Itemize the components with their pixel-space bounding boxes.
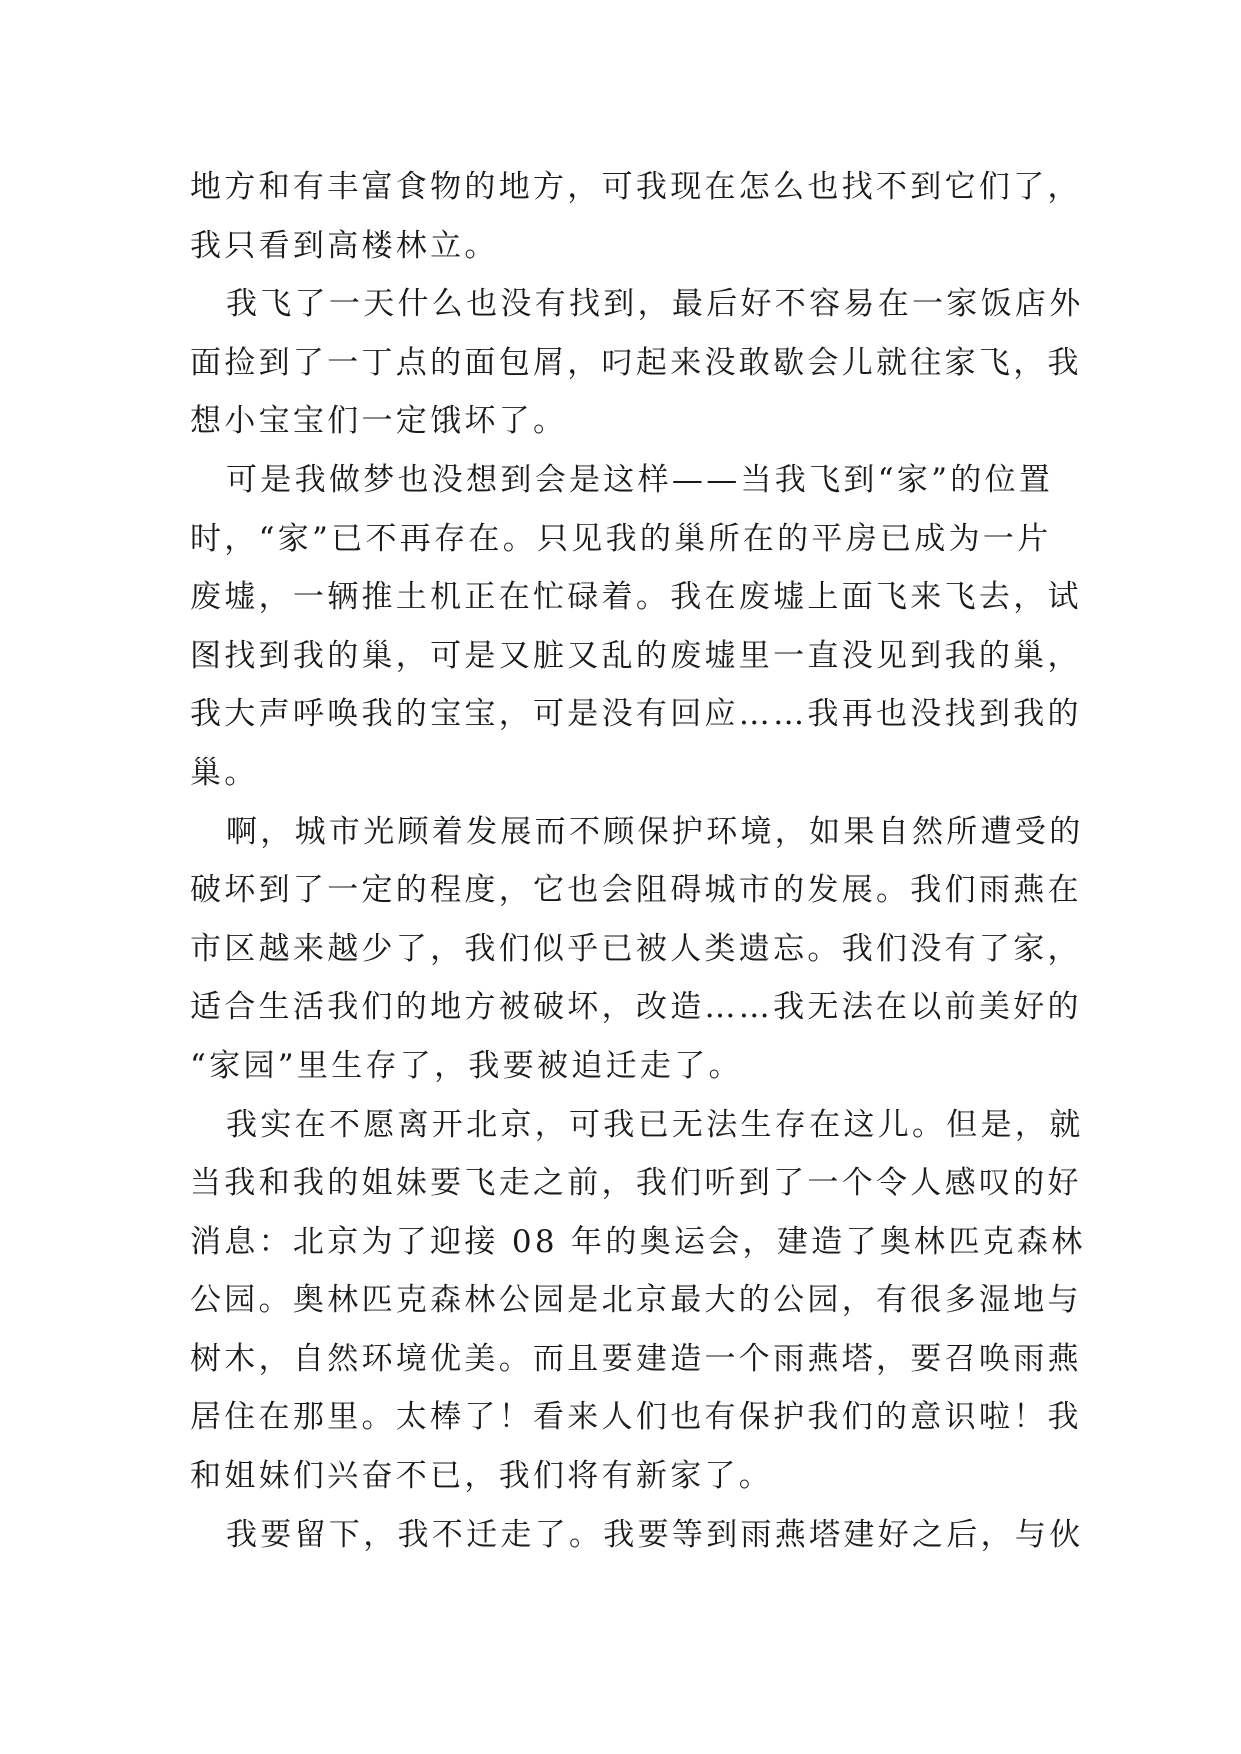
paragraph-first-line: 我实在不愿离开北京，可我已无法生存在这儿。但是，就 xyxy=(226,1106,1084,1143)
text-line: 想小宝宝们一定饿坏了。 xyxy=(190,403,568,440)
text-line: 我大声呼唤我的宝宝，可是没有回应……我再也没找到我的 xyxy=(190,696,1082,733)
document-body xyxy=(190,158,1086,1564)
text-line: 破坏到了一定的程度，它也会阻碍城市的发展。我们雨燕在 xyxy=(190,872,1082,909)
paragraph-first-line: 我要留下，我不迁走了。我要等到雨燕塔建好之后，与伙 xyxy=(226,1516,1084,1553)
text-line: 消息：北京为了迎接 08 年的奥运会，建造了奥林匹克森林 xyxy=(190,1223,1086,1260)
text-line: 树木，自然环境优美。而且要建造一个雨燕塔，要召唤雨燕 xyxy=(190,1340,1082,1377)
text-line: 居住在那里。太棒了！看来人们也有保护我们的意识啦！我 xyxy=(190,1399,1082,1436)
paragraph-first-line: 我飞了一天什么也没有找到，最后好不容易在一家饭店外 xyxy=(226,286,1084,323)
text-line: 废墟，一辆推土机正在忙碌着。我在废墟上面飞来飞去，试 xyxy=(190,579,1082,616)
text-line: 适合生活我们的地方被破坏，改造……我无法在以前美好的 xyxy=(190,989,1082,1026)
text-line: 面捡到了一丁点的面包屑，叼起来没敢歇会儿就往家飞，我 xyxy=(190,344,1082,381)
text-line: 我只看到高楼林立。 xyxy=(190,227,499,264)
text-line: 巢。 xyxy=(190,754,259,791)
paragraph-first-line: 可是我做梦也没想到会是这样——当我飞到“家”的位置 xyxy=(226,461,1054,498)
text-line: 公园。奥林匹克森林公园是北京最大的公园，有很多湿地与 xyxy=(190,1282,1082,1319)
text-line: “家园”里生存了，我要被迫迁走了。 xyxy=(190,1047,743,1084)
text-line: 当我和我的姐妹要飞走之前，我们听到了一个令人感叹的好 xyxy=(190,1165,1082,1202)
text-line: 和姐妹们兴奋不已，我们将有新家了。 xyxy=(190,1458,774,1495)
text-line: 市区越来越少了，我们似乎已被人类遗忘。我们没有了家， xyxy=(190,930,1082,967)
text-line: 图找到我的巢，可是又脏又乱的废墟里一直没见到我的巢， xyxy=(190,637,1082,674)
paragraph-first-line: 啊，城市光顾着发展而不顾保护环境，如果自然所遭受的 xyxy=(226,813,1084,850)
text-line: 时，“家”已不再存在。只见我的巢所在的平房已成为一片 xyxy=(190,520,1052,557)
text-line: 地方和有丰富食物的地方，可我现在怎么也找不到它们了， xyxy=(190,169,1082,205)
